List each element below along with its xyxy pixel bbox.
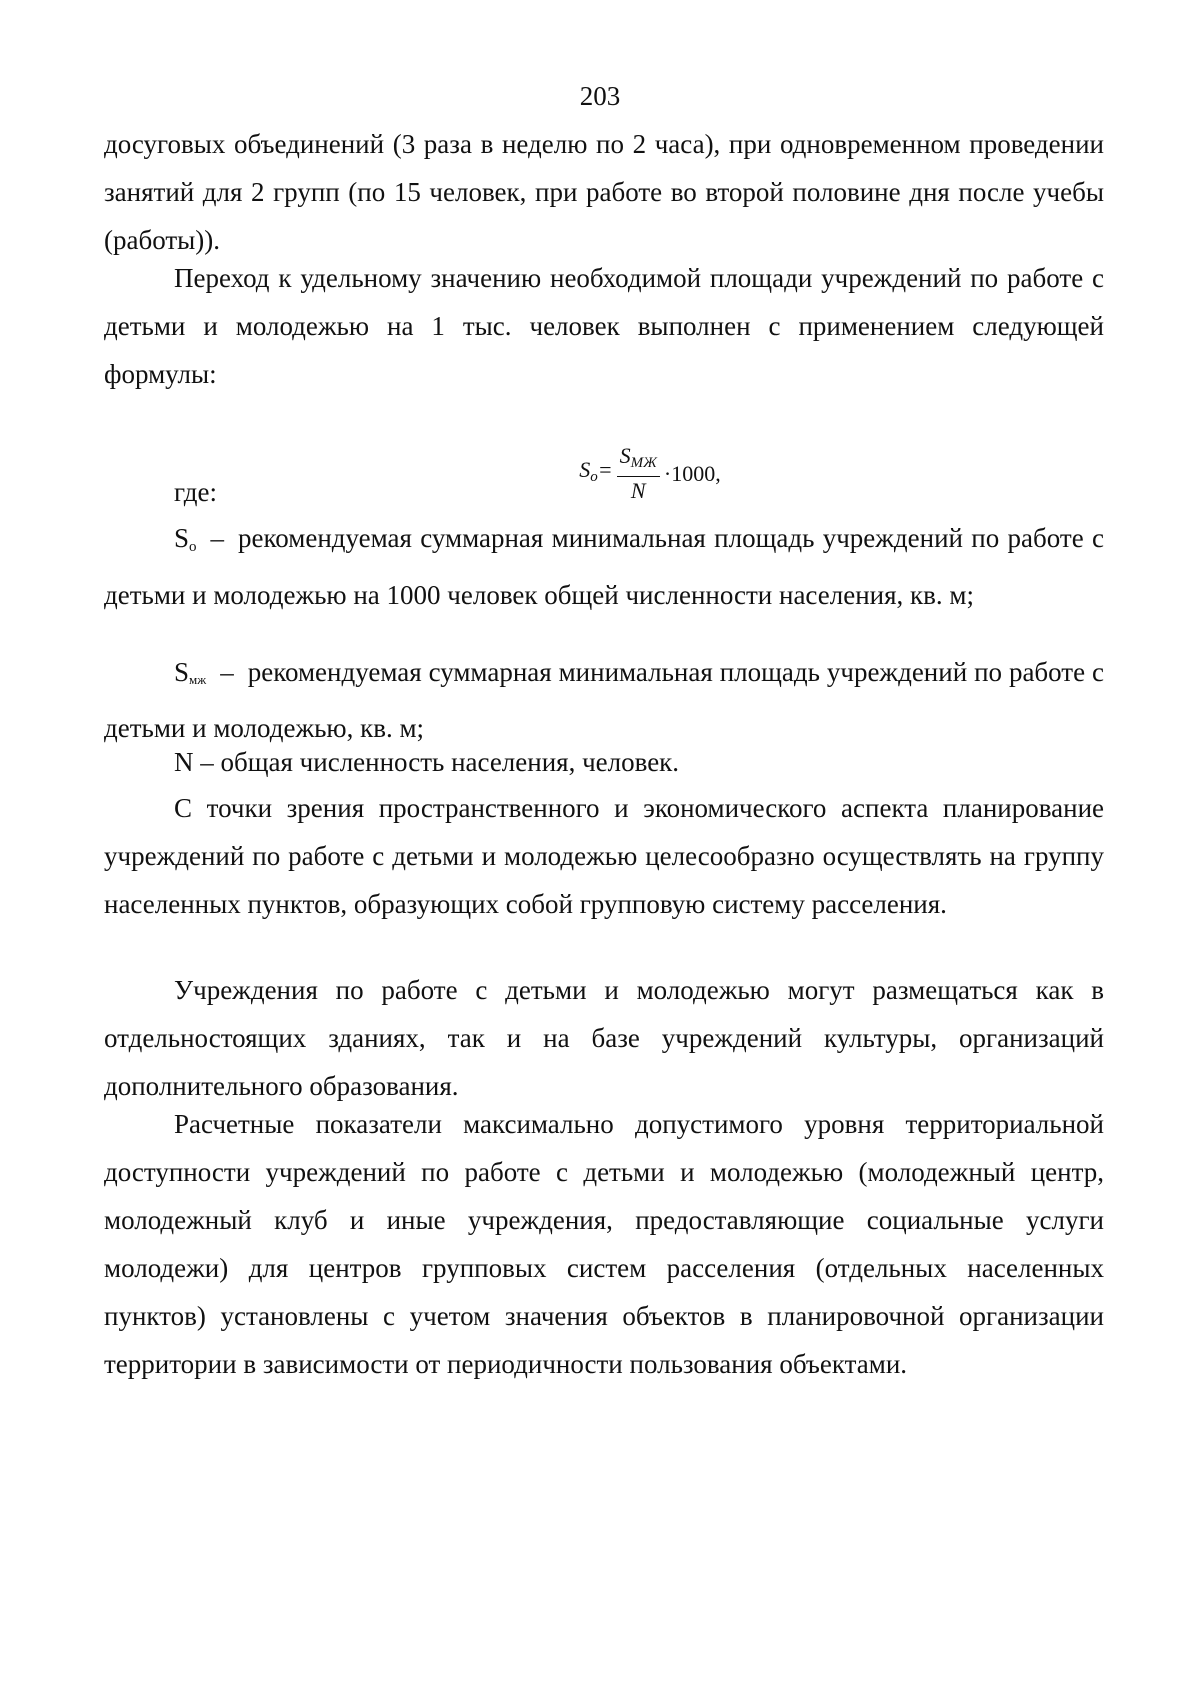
page-number: 203 [579,81,621,111]
definition-so-text: рекомендуемая суммарная минимальная площадь учреждений по работе с детьми и молодежью на 1000 человек общей численности населения, кв. м; [104,523,1104,610]
paragraph-accessibility: Расчетные показатели максимально допустимого уровня территориальной доступности учреждений по работе с детьми и молодежью (молодежный центр, молодежный клуб и иные учреждения, предоставляющие социальные услуги молодежи) для центров групповых систем расселения (отдельных населенных пунктов) установлены с учетом значения объектов в планировочной организации территории в зависимости от периодичности пользования объектами. [104,1109,1104,1379]
paragraph-planning: С точки зрения пространственного и экономического аспекта планирование учреждений по работе с детьми и молодежью целесообразно осуществлять на группу населенных пунктов, образующих собой групповую систему расселения. [104,793,1104,919]
where-label: где: [174,477,217,507]
formula-denominator: N [630,478,646,503]
formula-lhs-symbol: S [579,457,591,482]
transition-paragraph: Переход к удельному значению необходимой площади учреждений по работе с детьми и молодежью на 1 тыс. человек выполнен с применением следующей формулы: [104,263,1104,389]
definition-so-symbol: S [174,523,190,553]
formula-numerator-symbol: S [619,443,631,468]
intro-paragraph: досуговых объединений (3 раза в неделю по 2 часа), при одновременном проведении занятий для 2 групп (по 15 человек, при работе во второй половине дня после учебы (работы)). [104,129,1104,255]
formula-numerator-subscript: МЖ [630,455,657,471]
definition-smzh-subscript: мж [189,672,207,687]
definition-n: N – общая численность населения, человек. [174,747,680,777]
definition-smzh [104,648,1104,752]
definition-so-subscript: о [189,539,197,555]
definition-smzh-symbol: S [174,657,190,687]
formula-lhs-subscript: o [590,469,598,485]
definition-so [104,514,1104,619]
definition-smzh-dash: – [220,657,234,687]
formula-equals: = [597,457,613,482]
definition-smzh-text: рекомендуемая суммарная минимальная площадь учреждений по работе с детьми и молодежью, кв. м; [104,657,1104,743]
formula-tail: ·1000, [663,460,721,486]
paragraph-placement: Учреждения по работе с детьми и молодежью могут размещаться как в отдельностоящих зданиях, так и на базе учреждений культуры, организаций дополнительного образования. [104,975,1104,1101]
definition-so-dash: – [210,523,225,553]
